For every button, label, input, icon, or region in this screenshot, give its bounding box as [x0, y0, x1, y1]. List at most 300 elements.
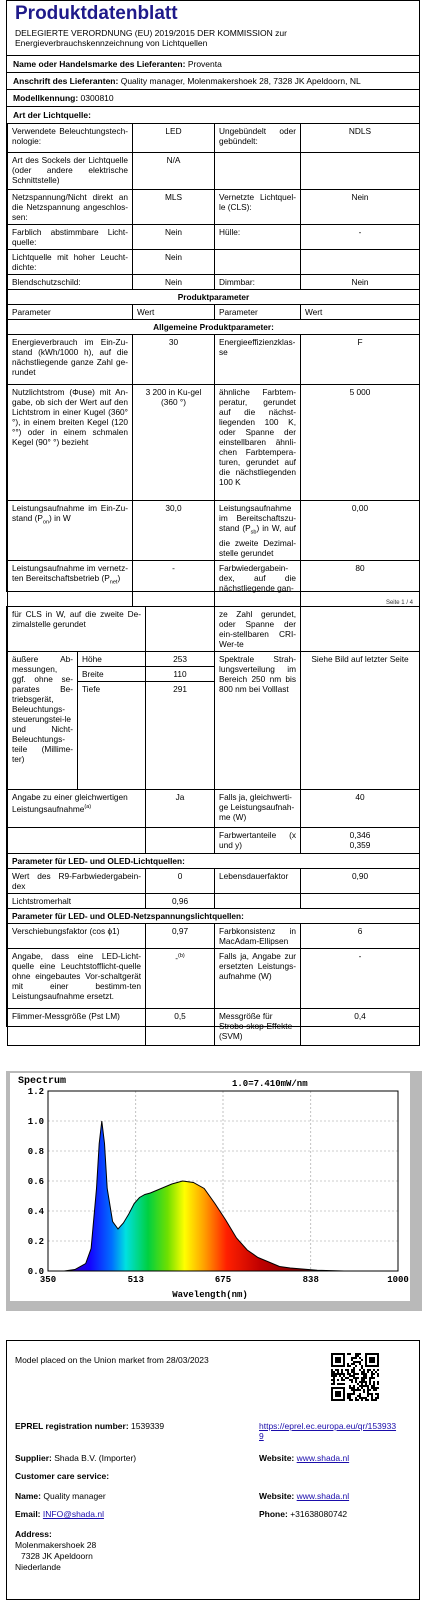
qr-module	[331, 1369, 333, 1371]
mains-header: Parameter für LED- und OLED-Netzspannungslichtquellen:	[8, 909, 420, 924]
qr-module	[341, 1373, 343, 1375]
qr-module	[349, 1353, 351, 1355]
qr-module	[373, 1381, 375, 1383]
qr-module	[367, 1369, 369, 1371]
cell	[146, 949, 215, 1009]
subscript: net	[109, 579, 118, 586]
qr-module	[363, 1381, 365, 1383]
qr-module	[351, 1375, 353, 1377]
qr-module	[367, 1399, 369, 1401]
qr-module	[355, 1389, 357, 1391]
qr-module	[359, 1363, 361, 1365]
type-table	[7, 123, 420, 607]
qr-module	[333, 1375, 335, 1377]
cell: 6	[301, 924, 420, 949]
column-header: Wert	[133, 305, 215, 320]
qr-module	[355, 1373, 357, 1375]
qr-module	[333, 1371, 335, 1373]
qr-module	[365, 1383, 367, 1385]
qr-module	[357, 1377, 359, 1379]
qr-module	[355, 1397, 357, 1399]
qr-module	[373, 1369, 375, 1371]
type-header: Art der Lichtquelle:	[7, 106, 419, 123]
table-row	[8, 275, 420, 290]
qr-module	[357, 1361, 359, 1363]
qr-module	[361, 1397, 363, 1399]
cell: ähnliche Farbtem-peratur, gerundet auf die nächst-liegenden 100 K, oder Spanne der einstellbaren ähnli-chen Farbtempera-turen, gerundet auf die nächstliegenden 100 K	[215, 385, 301, 501]
cell: NDLS	[301, 124, 420, 153]
qr-module	[357, 1353, 359, 1355]
qr-module	[371, 1375, 373, 1377]
table-row	[8, 320, 420, 335]
qr-module	[365, 1397, 367, 1399]
qr-module	[373, 1383, 375, 1385]
qr-module	[369, 1389, 371, 1391]
qr-module	[371, 1387, 373, 1389]
qr-module	[349, 1393, 351, 1395]
qr-module	[353, 1393, 355, 1395]
qr-module	[345, 1369, 347, 1371]
qr-module	[347, 1373, 349, 1375]
supplier-address-row	[7, 72, 419, 89]
qr-module	[331, 1373, 333, 1375]
x-tick-label: 838	[302, 1275, 319, 1285]
phone-value: +31638080742	[290, 1509, 348, 1519]
qr-module	[375, 1393, 377, 1395]
cell: MLS	[133, 190, 215, 225]
cell: N/A	[133, 153, 215, 190]
website-info-2	[259, 1491, 349, 1501]
cell	[301, 828, 420, 854]
chroma-y: 0,359	[349, 840, 371, 850]
cell	[301, 607, 420, 652]
qr-module	[367, 1385, 369, 1387]
supplier-label: Supplier:	[15, 1453, 52, 1463]
qr-module	[351, 1393, 353, 1395]
qr-module	[361, 1373, 363, 1375]
qr-module	[369, 1383, 371, 1385]
text: Leistungsaufnahme im Bereitschaftszu-stand (P	[219, 503, 296, 533]
cell: 30,0	[133, 501, 215, 561]
qr-module	[375, 1371, 377, 1373]
superscript: (b)	[178, 953, 185, 959]
cell: -	[133, 560, 215, 606]
qr-module	[353, 1389, 355, 1391]
cell	[301, 250, 420, 275]
qr-module	[363, 1379, 365, 1381]
qr-module	[361, 1381, 363, 1383]
eprel-reg-label: EPREL registration number:	[15, 1421, 129, 1431]
cell: Lichtquelle mit hoher Leucht-dichte:	[8, 250, 133, 275]
qr-module	[351, 1357, 353, 1359]
phone-label: Phone:	[259, 1509, 288, 1519]
qr-module	[359, 1357, 361, 1359]
qr-module	[359, 1381, 361, 1383]
address-line: Molenmakershoek 28	[15, 1540, 97, 1550]
qr-module	[355, 1361, 357, 1363]
qr-module	[367, 1371, 369, 1373]
table-row	[8, 225, 420, 250]
subscript: sb	[250, 529, 257, 536]
qr-module	[353, 1391, 355, 1393]
qr-module	[347, 1397, 349, 1399]
dim-key: Breite	[78, 667, 146, 682]
spectrum-panel	[10, 1073, 410, 1301]
cell: Blendschutzschild:	[8, 275, 133, 290]
cell: Farbwiedergabein-dex, auf die nächstliegende gan-	[215, 560, 301, 606]
qr-module	[347, 1395, 349, 1397]
cell: LED	[133, 124, 215, 153]
y-tick-label: 0.2	[27, 1237, 44, 1247]
qr-module	[361, 1365, 363, 1367]
name-value: Quality manager	[43, 1491, 106, 1501]
qr-module	[373, 1385, 375, 1387]
qr-module	[365, 1375, 367, 1377]
supplier-name-value: Proventa	[187, 59, 222, 69]
eprel-registration	[15, 1421, 164, 1431]
qr-module	[377, 1381, 379, 1383]
cell	[215, 894, 301, 909]
qr-module	[353, 1375, 355, 1377]
qr-module	[377, 1393, 379, 1395]
cell: 0,4	[301, 1009, 420, 1046]
qr-module	[337, 1371, 339, 1373]
qr-module	[335, 1391, 341, 1397]
cell: 80	[301, 560, 420, 606]
table-row	[8, 290, 420, 305]
cell: Verwendete Beleuchtungstech-nologie:	[8, 124, 133, 153]
cell: ze Zahl gerundet, oder Spanne der ein-stellbaren CRI-Wer-te	[215, 607, 301, 652]
datasheet-page-1	[6, 0, 420, 592]
table-row	[8, 124, 420, 153]
qr-module	[353, 1377, 355, 1379]
qr-module	[359, 1395, 361, 1397]
cell: 3 200 in Ku-gel (360 °)	[133, 385, 215, 501]
table-row	[8, 949, 420, 1009]
qr-module	[347, 1371, 349, 1373]
supplier-name-label: Name oder Handelsmarke des Lieferanten:	[13, 59, 186, 69]
cell: 5 000	[301, 385, 420, 501]
cell	[146, 828, 215, 854]
qr-module	[377, 1387, 379, 1389]
qr-module	[371, 1393, 373, 1395]
text: Angabe zu einer gleichwertigen Leistungsaufnahme	[12, 792, 128, 814]
cell	[215, 501, 301, 561]
qr-module	[351, 1379, 353, 1381]
table-row	[8, 909, 420, 924]
cell: Ja	[146, 790, 215, 828]
contact-name	[15, 1491, 106, 1501]
qr-module	[367, 1387, 369, 1389]
qr-module	[361, 1367, 363, 1369]
qr-module	[355, 1355, 357, 1357]
qr-module	[377, 1383, 379, 1385]
cell: Nein	[133, 225, 215, 250]
qr-module	[339, 1375, 341, 1377]
cell: Nutzlichtstrom (Φuse) mit An-gabe, ob sich der Wert auf den Lichtstrom in einer Kugel (360° °), in einem breiten Kegel (120 °°) oder in einem schmalen Kegel (90° °) bezieht	[8, 385, 133, 501]
qr-module	[377, 1375, 379, 1377]
qr-module	[361, 1377, 363, 1379]
qr-module	[355, 1377, 357, 1379]
qr-module	[365, 1399, 367, 1401]
qr-module	[373, 1373, 375, 1375]
cell	[8, 501, 133, 561]
qr-module	[355, 1353, 357, 1355]
qr-module	[363, 1389, 365, 1391]
qr-module	[369, 1369, 371, 1371]
qr-module	[335, 1369, 337, 1371]
qr-module	[333, 1383, 335, 1385]
cell	[8, 790, 146, 828]
qr-module	[337, 1379, 339, 1381]
qr-module	[351, 1359, 353, 1361]
dim-key: Höhe	[78, 652, 146, 667]
qr-module	[343, 1373, 345, 1375]
model-label: Modellkennung:	[13, 93, 79, 103]
y-tick-label: 1.2	[27, 1087, 44, 1097]
column-header: Wert	[301, 305, 420, 320]
qr-module	[357, 1389, 359, 1391]
qr-module	[363, 1377, 365, 1379]
address-label: Address:	[15, 1529, 52, 1539]
qr-module	[357, 1395, 359, 1397]
qr-module	[363, 1371, 365, 1373]
dim-value: 253	[146, 652, 215, 667]
qr-module	[359, 1369, 361, 1371]
cell: -	[301, 225, 420, 250]
qr-module	[347, 1369, 349, 1371]
table-row	[8, 1009, 420, 1046]
cell: Ungebündelt oder gebündelt:	[215, 124, 301, 153]
address-line: Niederlande	[15, 1562, 61, 1572]
qr-module	[347, 1393, 349, 1395]
qr-module	[331, 1383, 333, 1385]
qr-module	[347, 1377, 349, 1379]
qr-module	[347, 1363, 349, 1365]
qr-module	[351, 1387, 353, 1389]
qr-module	[337, 1369, 339, 1371]
qr-module	[363, 1373, 365, 1375]
email-link[interactable]: INFO@shada.nl	[42, 1509, 104, 1519]
qr-module	[349, 1387, 351, 1389]
cell: 0,00	[301, 501, 420, 561]
cell	[215, 153, 301, 190]
qr-module	[349, 1385, 351, 1387]
qr-module	[365, 1373, 367, 1375]
qr-module	[369, 1377, 371, 1379]
page-number: Seite 1 / 4	[385, 600, 413, 606]
dim-value: 110	[146, 667, 215, 682]
y-tick-label: 0.6	[27, 1177, 44, 1187]
qr-module	[361, 1371, 363, 1373]
subscript: on	[42, 519, 50, 526]
y-tick-label: 0.8	[27, 1147, 44, 1157]
qr-code-icon	[329, 1351, 381, 1403]
table-row	[8, 250, 420, 275]
cell: Farbwertanteile (x und y)	[215, 828, 301, 854]
x-tick-label: 675	[214, 1275, 232, 1285]
website-label: Website:	[259, 1453, 295, 1463]
model-value: 0300810	[80, 93, 114, 103]
eprel-panel	[6, 1340, 420, 1600]
qr-module	[353, 1371, 355, 1373]
qr-module	[371, 1373, 373, 1375]
qr-module	[353, 1369, 355, 1371]
qr-module	[331, 1371, 333, 1373]
qr-module	[369, 1393, 371, 1395]
qr-module	[361, 1379, 363, 1381]
qr-module	[351, 1371, 353, 1373]
qr-module	[355, 1357, 357, 1359]
phone-info	[259, 1509, 347, 1519]
qr-module	[377, 1369, 379, 1371]
text: Leistungsaufnahme im vernetz-ten Bereitschaftsbetrieb (P	[12, 562, 128, 583]
qr-module	[335, 1373, 337, 1375]
table-row	[8, 560, 420, 606]
page-title: Produktdatenblatt	[15, 3, 178, 24]
general-header: Allgemeine Produktparameter:	[8, 320, 420, 335]
cell: Nein	[301, 190, 420, 225]
qr-module	[377, 1373, 379, 1375]
qr-module	[371, 1371, 373, 1373]
qr-module	[353, 1385, 355, 1387]
supplier-info	[15, 1453, 136, 1463]
qr-module	[341, 1377, 343, 1379]
table-row	[8, 305, 420, 320]
qr-module	[361, 1359, 363, 1361]
qr-module	[363, 1375, 365, 1377]
customer-care-label: Customer care service:	[15, 1471, 110, 1481]
qr-module	[363, 1397, 365, 1399]
qr-module	[373, 1389, 375, 1391]
qr-module	[359, 1393, 361, 1395]
qr-module	[355, 1379, 357, 1381]
qr-module	[365, 1381, 367, 1383]
eprel-reg-value: 1539339	[131, 1421, 165, 1431]
x-tick-label: 1000	[387, 1275, 409, 1285]
qr-module	[353, 1361, 355, 1363]
email-label: Email:	[15, 1509, 41, 1519]
cell: Falls ja, Angabe zur ersetzten Leistungs-aufnahme (W)	[215, 949, 301, 1009]
cell: 0,96	[146, 894, 215, 909]
supplier-address-value: Quality manager, Molenmakershoek 28, 7328 JK Apeldoorn, NL	[120, 76, 361, 86]
qr-module	[367, 1389, 369, 1391]
eprel-link[interactable]: https://eprel.ec.europa.eu/qr/1539339	[259, 1421, 397, 1441]
table-row	[8, 153, 420, 190]
cell: Spektrale Strah-lungsverteilung im Bereich 250 nm bis 800 nm bei Volllast	[215, 652, 301, 790]
qr-module	[351, 1389, 353, 1391]
qr-module	[353, 1373, 355, 1375]
qr-module	[375, 1389, 377, 1391]
cell	[8, 560, 133, 606]
qr-module	[377, 1395, 379, 1397]
qr-module	[369, 1381, 371, 1383]
qr-module	[359, 1353, 361, 1355]
qr-module	[375, 1399, 377, 1401]
qr-module	[361, 1387, 363, 1389]
qr-module	[367, 1393, 369, 1395]
qr-module	[331, 1375, 333, 1377]
qr-module	[359, 1385, 361, 1387]
website-link-2[interactable]: www.shada.nl	[296, 1491, 350, 1501]
qr-module	[363, 1385, 365, 1387]
table-row	[8, 894, 420, 909]
table-row	[8, 790, 420, 828]
qr-module	[339, 1383, 341, 1385]
cell: 0,90	[301, 869, 420, 894]
qr-module	[367, 1395, 369, 1397]
website-link[interactable]: www.shada.nl	[296, 1453, 350, 1463]
cell: 0	[146, 869, 215, 894]
qr-module	[359, 1389, 361, 1391]
qr-module	[371, 1377, 373, 1379]
qr-module	[375, 1387, 377, 1389]
qr-module	[375, 1397, 377, 1399]
qr-module	[349, 1395, 351, 1397]
supplier-value: Shada B.V. (Importer)	[54, 1453, 137, 1463]
table-row	[8, 924, 420, 949]
params-table-continued	[7, 606, 420, 1046]
qr-module	[339, 1373, 341, 1375]
qr-module	[337, 1373, 339, 1375]
qr-module	[335, 1357, 341, 1363]
cell: Lebensdauerfaktor	[215, 869, 301, 894]
y-tick-label: 0.0	[27, 1267, 44, 1277]
text: -	[175, 952, 179, 963]
cell: Falls ja, gleichwerti-ge Leistungsaufnah-me (W)	[215, 790, 301, 828]
qr-module	[361, 1385, 363, 1387]
qr-module	[347, 1365, 349, 1367]
qr-module	[365, 1385, 367, 1387]
qr-module	[353, 1363, 355, 1365]
website-label-2: Website:	[259, 1491, 295, 1501]
table-row	[8, 652, 420, 667]
x-axis-label: Wavelength(nm)	[172, 1290, 248, 1300]
qr-module	[333, 1381, 335, 1383]
x-tick-label: 513	[127, 1275, 144, 1285]
qr-module	[363, 1369, 365, 1371]
text: ) in W	[49, 513, 71, 523]
cell: Flimmer-Messgröße (Pst LM)	[8, 1009, 146, 1046]
cell: Lichtstromerhalt	[8, 894, 146, 909]
qr-module	[349, 1375, 351, 1377]
qr-module	[371, 1385, 373, 1387]
cell: Nein	[301, 275, 420, 290]
qr-module	[333, 1377, 335, 1379]
cell: Energieeffizienzklas-se	[215, 335, 301, 385]
regulation-intro: DELEGIERTE VERORDNUNG (EU) 2019/2015 DER KOMMISSION zur Energieverbrauchskennzeichnung von Lichtquellen	[15, 28, 287, 48]
qr-module	[357, 1383, 359, 1385]
y-tick-label: 1.0	[27, 1117, 44, 1127]
name-label: Name:	[15, 1491, 41, 1501]
qr-module	[371, 1399, 373, 1401]
text: Leistungsaufnahme im Ein-Zu-stand (P	[12, 503, 128, 523]
cell: 0,5	[146, 1009, 215, 1046]
qr-module	[363, 1391, 365, 1393]
cell: 40	[301, 790, 420, 828]
qr-module	[359, 1361, 361, 1363]
cell: Art des Sockels der Lichtquelle (oder andere elektrische Schnittstelle)	[8, 153, 133, 190]
params-header: Produktparameter	[8, 290, 420, 305]
qr-module	[369, 1357, 375, 1363]
qr-module	[357, 1399, 359, 1401]
qr-module	[361, 1383, 363, 1385]
text: )	[117, 572, 121, 583]
qr-module	[377, 1397, 379, 1399]
cell: Energieverbrauch im Ein-Zu-stand (kWh/1000 h), auf die nächstliegende ganze Zahl ge-rundet	[8, 335, 133, 385]
text: ) in W, auf die zweite Dezimal-stelle gerundet	[219, 523, 296, 558]
chart-annotation: 1.0=7.410mW/nm	[232, 1079, 308, 1089]
